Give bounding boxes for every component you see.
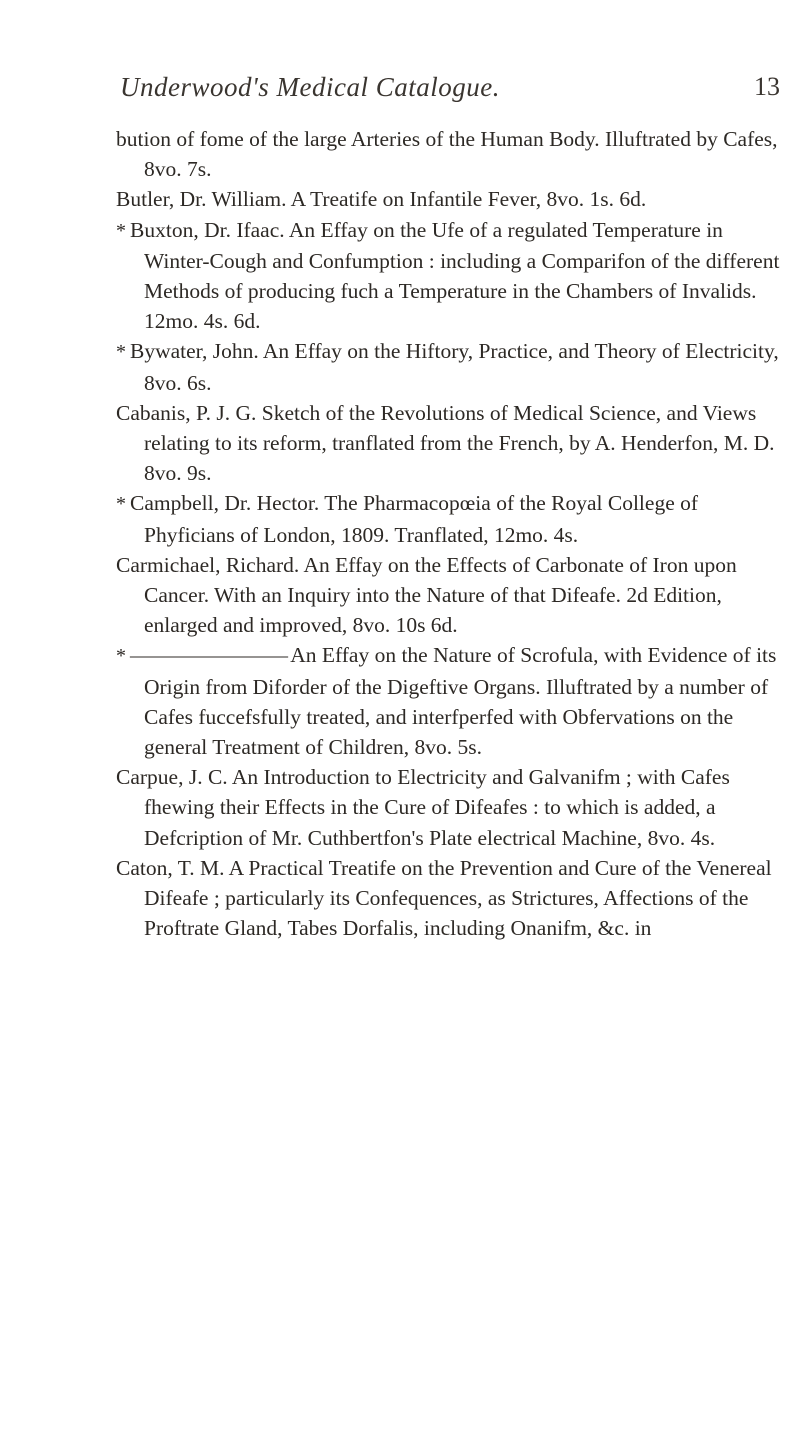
entry-text: Caton, T. M. A Practical Treatife on the Prevention and Cure of the Venereal Difeafe ; particularly its Confequences, as Strictures, Affections of the Proftrate Gland, Tabes Dorfalis, including Onanifm, &c. in [116, 855, 772, 941]
ditto-dash: ———————— [130, 643, 286, 668]
entry-text: bution of fome of the large Arteries of the Human Body. Illuftrated by Cafes, 8vo. 7s. [116, 127, 778, 182]
catalogue-entry [116, 184, 786, 214]
catalogue-entry [116, 215, 786, 337]
catalogue-entry [116, 640, 786, 762]
entry-text: Carmichael, Richard. An Effay on the Effects of Carbonate of Iron upon Cancer. With an Inquiry into the Nature of that Difeafe. 2d Edition, enlarged and improved, 8vo. 10s 6d. [116, 552, 737, 638]
entry-text: Campbell, Dr. Hector. The Pharmacopœia of the Royal College of Phyficians of London, 1809. Tranflated, 12mo. 4s. [130, 491, 699, 547]
entry-text: An Effay on the Nature of Scrofula, with Evidence of its Origin from Diforder of the Digeftive Organs. Illuftrated by a number of Cafes fuccefsfully treated, and interfperfed with Obfervations on the general Treatment of Children, 8vo. 5s. [144, 643, 777, 760]
entry-text: Carpue, J. C. An Introduction to Electricity and Galvanifm ; with Cafes fhewing their Effects in the Cure of Difeafes : to which is added, a Defcription of Mr. Cuthbertfon's Plate electrical Machine, 8vo. 4s. [116, 765, 730, 850]
asterisk-marker: * [116, 493, 126, 516]
page-number: 13 [754, 72, 780, 101]
entry-text: Cabanis, P. J. G. Sketch of the Revolutions of Medical Science, and Views relating to its reform, tranflated from the French, by A. Henderfon, M. D. 8vo. 9s. [116, 400, 775, 486]
catalogue-entry [116, 124, 786, 184]
catalogue-entry [116, 398, 786, 489]
catalogue-entry [116, 550, 786, 641]
entry-text: Bywater, John. An Effay on the Hiftory, Practice, and Theory of Electricity, 8vo. 6s. [130, 339, 779, 395]
page-header [120, 72, 780, 112]
asterisk-marker: * [116, 341, 126, 364]
catalogue-entries [116, 124, 786, 943]
running-title: Underwood's Medical Catalogue. [120, 72, 500, 102]
asterisk-marker: * [116, 219, 126, 242]
catalogue-entry [116, 853, 786, 944]
asterisk-marker: * [116, 645, 126, 668]
catalogue-entry [116, 762, 786, 853]
entry-text: Butler, Dr. William. A Treatife on Infantile Fever, 8vo. 1s. 6d. [116, 187, 647, 212]
catalogue-entry [116, 488, 786, 549]
catalogue-entry [116, 336, 786, 397]
entry-text: Buxton, Dr. Ifaac. An Effay on the Ufe of a regulated Temperature in Winter-Cough and Confumption : including a Comparifon of the different Methods of producing fuch a Temperature in the Chambers of Invalids. 12mo. 4s. 6d. [130, 217, 780, 334]
